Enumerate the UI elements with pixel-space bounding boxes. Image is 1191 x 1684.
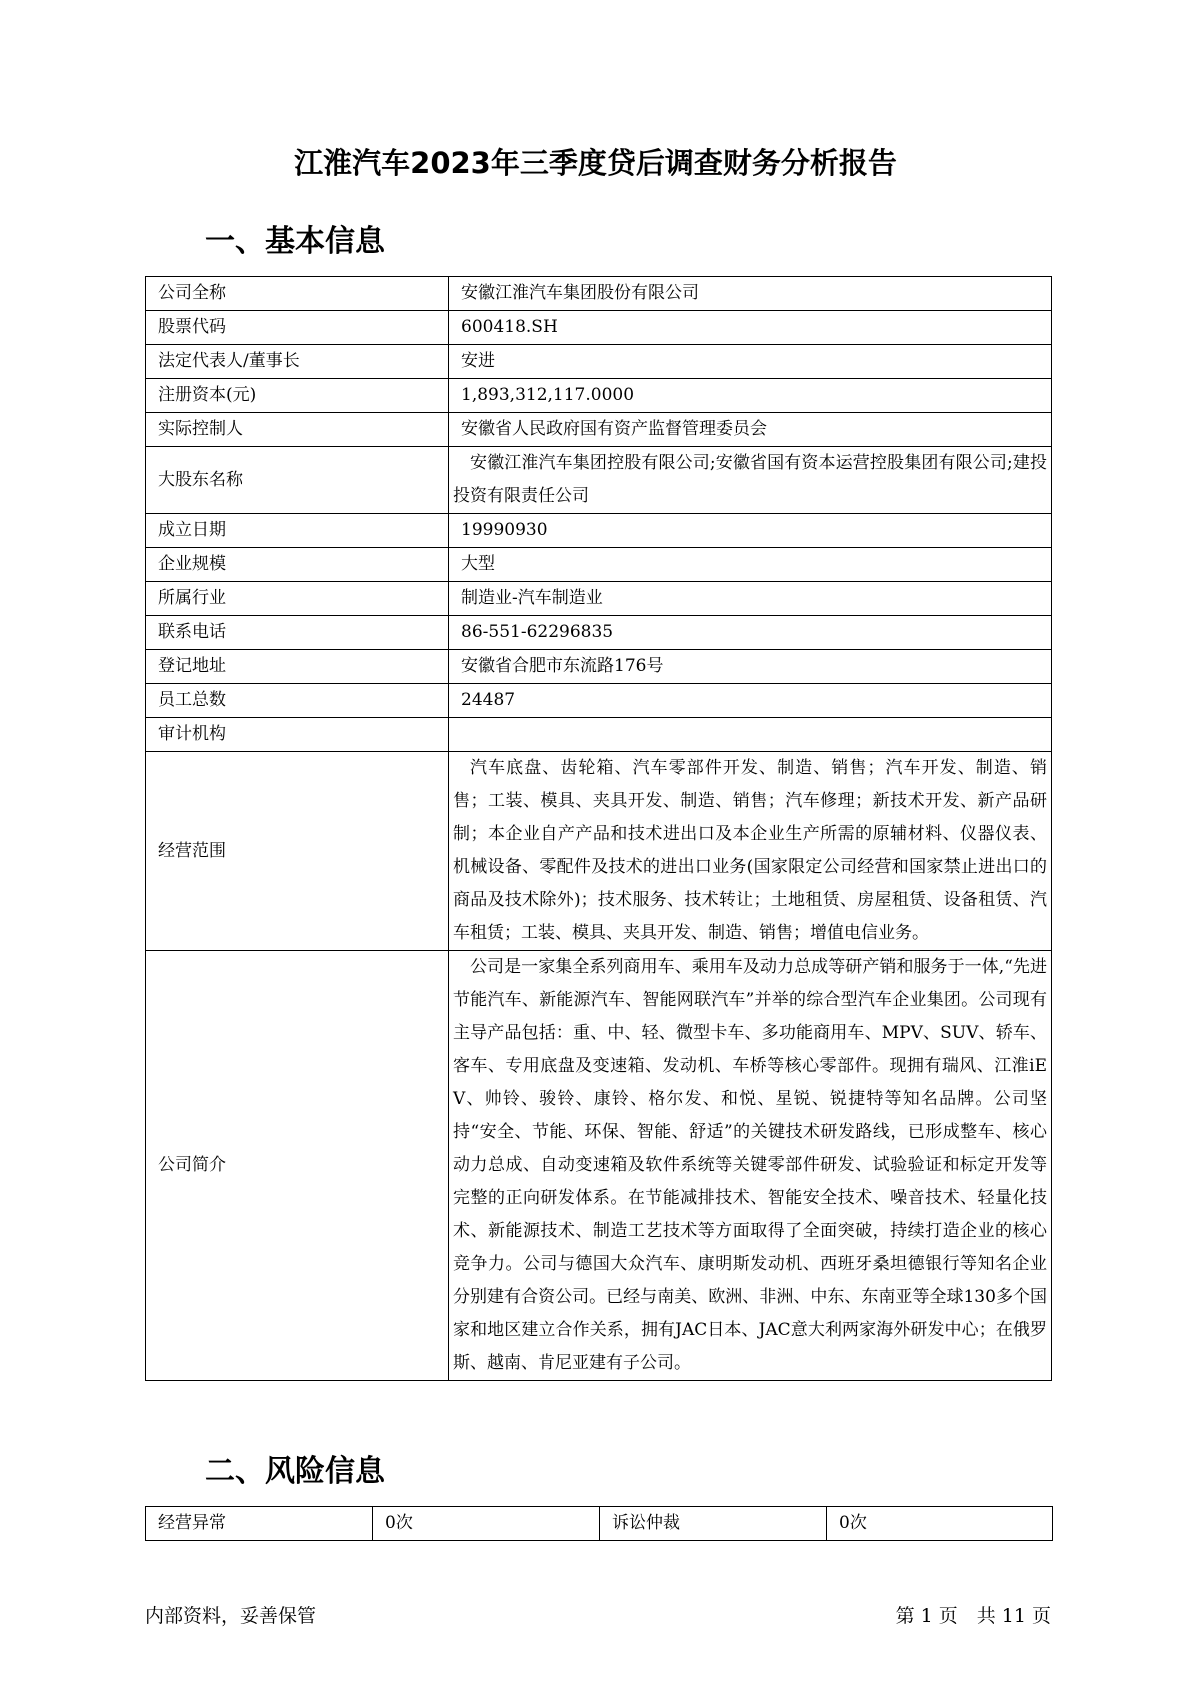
litigation-label: 诉讼仲裁 xyxy=(600,1507,827,1541)
stock-code-value: 600418.SH xyxy=(449,311,1052,345)
row-label: 公司全称 xyxy=(146,277,449,311)
operating-abnormal-value: 0次 xyxy=(373,1507,600,1541)
actual-controller-value: 安徽省人民政府国有资产监督管理委员会 xyxy=(449,413,1052,447)
table-row xyxy=(146,345,1052,379)
table-row xyxy=(146,1507,1053,1541)
table-row xyxy=(146,616,1052,650)
row-label: 大股东名称 xyxy=(146,447,449,514)
table-row xyxy=(146,548,1052,582)
row-label: 实际控制人 xyxy=(146,413,449,447)
legal-representative-value: 安进 xyxy=(449,345,1052,379)
table-row xyxy=(146,447,1052,514)
row-label: 公司简介 xyxy=(146,951,449,1381)
row-label: 审计机构 xyxy=(146,718,449,752)
row-label: 员工总数 xyxy=(146,684,449,718)
table-row xyxy=(146,684,1052,718)
table-row xyxy=(146,582,1052,616)
business-scope-value: 汽车底盘、齿轮箱、汽车零部件开发、制造、销售；汽车开发、制造、销售；工装、模具、夹具开发、制造、销售；汽车修理；新技术开发、新产品研制；本企业自产产品和技术进出口及本企业生产所需的原辅材料、仪器仪表、机械设备、零配件及技术的进出口业务(国家限定公司经营和国家禁止进出口的商品及技术除外)；技术服务、技术转让；土地租赁、房屋租赁、设备租赁、汽车租赁；工装、模具、夹具开发、制造、销售；增值电信业务。 xyxy=(449,752,1052,951)
basic-info-table xyxy=(145,276,1052,1381)
row-label: 股票代码 xyxy=(146,311,449,345)
operating-abnormal-label: 经营异常 xyxy=(146,1507,373,1541)
table-row xyxy=(146,650,1052,684)
table-row xyxy=(146,277,1052,311)
employee-count-value: 24487 xyxy=(449,684,1052,718)
row-label: 登记地址 xyxy=(146,650,449,684)
footer-confidential-note: 内部资料，妥善保管 xyxy=(145,1605,317,1627)
footer-page-number: 第 1 页 共 11 页 xyxy=(895,1605,1051,1627)
table-row xyxy=(146,413,1052,447)
audit-firm-value xyxy=(449,718,1052,752)
section-heading-basic-info: 一、基本信息 xyxy=(205,224,385,259)
table-row xyxy=(146,514,1052,548)
table-row xyxy=(146,718,1052,752)
table-row xyxy=(146,951,1052,1381)
section-heading-risk-info: 二、风险信息 xyxy=(205,1454,385,1489)
row-label: 成立日期 xyxy=(146,514,449,548)
phone-value: 86-551-62296835 xyxy=(449,616,1052,650)
established-date-value: 19990930 xyxy=(449,514,1052,548)
row-label: 经营范围 xyxy=(146,752,449,951)
litigation-value: 0次 xyxy=(827,1507,1053,1541)
risk-info-table xyxy=(145,1506,1053,1541)
row-label: 所属行业 xyxy=(146,582,449,616)
industry-value: 制造业-汽车制造业 xyxy=(449,582,1052,616)
company-name-value: 安徽江淮汽车集团股份有限公司 xyxy=(449,277,1052,311)
report-title: 江淮汽车2023年三季度贷后调查财务分析报告 xyxy=(294,146,897,180)
row-label: 注册资本(元) xyxy=(146,379,449,413)
table-row xyxy=(146,311,1052,345)
row-label: 企业规模 xyxy=(146,548,449,582)
company-scale-value: 大型 xyxy=(449,548,1052,582)
company-profile-value: 公司是一家集全系列商用车、乘用车及动力总成等研产销和服务于一体,“先进节能汽车、新能源汽车、智能网联汽车”并举的综合型汽车企业集团。公司现有主导产品包括：重、中、轻、微型卡车、多功能商用车、MPV、SUV、轿车、客车、专用底盘及变速箱、发动机、车桥等核心零部件。现拥有瑞风、江淮iEV、帅铃、骏铃、康铃、格尔发、和悦、星锐、锐捷特等知名品牌。公司坚持“安全、节能、环保、智能、舒适”的关键技术研发路线，已形成整车、核心动力总成、自动变速箱及软件系统等关键零部件研发、试验验证和标定开发等完整的正向研发体系。在节能减排技术、智能安全技术、噪音技术、轻量化技术、新能源技术、制造工艺技术等方面取得了全面突破，持续打造企业的核心竞争力。公司与德国大众汽车、康明斯发动机、西班牙桑坦德银行等知名企业分别建有合资公司。已经与南美、欧洲、非洲、中东、东南亚等全球130多个国家和地区建立合作关系，拥有JAC日本、JAC意大利两家海外研发中心；在俄罗斯、越南、肯尼亚建有子公司。 xyxy=(449,951,1052,1381)
registered-address-value: 安徽省合肥市东流路176号 xyxy=(449,650,1052,684)
registered-capital-value: 1,893,312,117.0000 xyxy=(449,379,1052,413)
table-row xyxy=(146,752,1052,951)
row-label: 法定代表人/董事长 xyxy=(146,345,449,379)
major-shareholders-value: 安徽江淮汽车集团控股有限公司;安徽省国有资本运营控股集团有限公司;建投投资有限责任公司 xyxy=(449,447,1052,514)
row-label: 联系电话 xyxy=(146,616,449,650)
table-row xyxy=(146,379,1052,413)
